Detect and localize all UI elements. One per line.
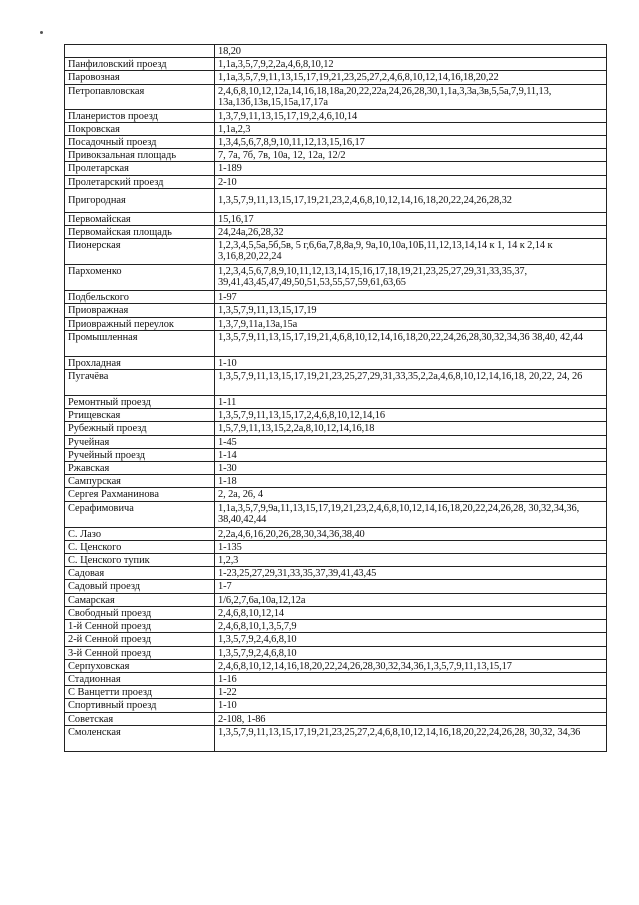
table-row	[65, 212, 607, 225]
street-name-cell: Советская	[65, 712, 215, 725]
house-numbers-cell: 1,3,5,7,9,11,13,15,17,19,21,23,25,27,2,4,6,8,10,12,14,16,18,20,22,24,26,28, 30,32, 34,36	[215, 725, 607, 751]
house-numbers-cell: 1,3,7,9,11а,13а,15а	[215, 317, 607, 330]
street-name-cell: Ручейная	[65, 435, 215, 448]
street-name-cell: Планеристов проезд	[65, 109, 215, 122]
table-row	[65, 527, 607, 540]
table-row	[65, 71, 607, 84]
house-numbers-cell: 1-23,25,27,29,31,33,35,37,39,41,43,45	[215, 567, 607, 580]
street-name-cell: Пролетарский проезд	[65, 175, 215, 188]
street-name-cell: Рубежный проезд	[65, 422, 215, 435]
house-numbers-cell: 1,2,3	[215, 554, 607, 567]
street-name-cell: Первомайская площадь	[65, 226, 215, 239]
street-name-cell: Ртищевская	[65, 409, 215, 422]
house-numbers-cell: 1-14	[215, 448, 607, 461]
street-name-cell: Приовражная	[65, 304, 215, 317]
table-row	[65, 162, 607, 175]
street-name-cell: С. Ценского	[65, 540, 215, 553]
house-numbers-cell: 1,2,3,4,5,5а,5б,5в, 5 г,6,6а,7,8,8а,9, 9а,10,10а,10Б,11,12,13,14,14 к 1, 14 к 2,14 к 3,16,8,20,22,24	[215, 239, 607, 265]
street-name-cell: Ремонтный проезд	[65, 396, 215, 409]
house-numbers-cell: 1-10	[215, 356, 607, 369]
table-row	[65, 370, 607, 396]
table-row	[65, 448, 607, 461]
street-name-cell: 3-й Сенной проезд	[65, 646, 215, 659]
table-row	[65, 672, 607, 685]
house-numbers-cell: 1-189	[215, 162, 607, 175]
house-numbers-cell: 1,5,7,9,11,13,15,2,2а,8,10,12,14,16,18	[215, 422, 607, 435]
table-row	[65, 188, 607, 212]
house-numbers-cell: 1-16	[215, 672, 607, 685]
house-numbers-cell: 1,1а,2,3	[215, 122, 607, 135]
table-row	[65, 396, 607, 409]
house-numbers-cell: 1,3,5,7,9,2,4,6,8,10	[215, 646, 607, 659]
street-name-cell: Посадочный проезд	[65, 136, 215, 149]
street-name-cell: Садовая	[65, 567, 215, 580]
street-name-cell: Садовый проезд	[65, 580, 215, 593]
table-row	[65, 580, 607, 593]
table-row	[65, 686, 607, 699]
street-name-cell: Ручейный проезд	[65, 448, 215, 461]
table-row	[65, 462, 607, 475]
house-numbers-cell: 1,2,3,4,5,6,7,8,9,10,11,12,13,14,15,16,17,18,19,21,23,25,27,29,31,33,35,37, 39,41,43,45,47,49,50,51,53,55,57,59,61,63,65	[215, 265, 607, 291]
street-name-cell: Промышленная	[65, 330, 215, 356]
street-name-cell: Серпуховская	[65, 659, 215, 672]
table-row	[65, 435, 607, 448]
table-row	[65, 265, 607, 291]
house-numbers-cell: 1/6,2,7,6а,10а,12,12а	[215, 593, 607, 606]
street-name-cell: 2-й Сенной проезд	[65, 633, 215, 646]
street-name-cell: Привокзальная площадь	[65, 149, 215, 162]
street-name-cell: Смоленская	[65, 725, 215, 751]
house-numbers-cell: 24,24а,26,28,32	[215, 226, 607, 239]
house-numbers-cell: 2-108, 1-86	[215, 712, 607, 725]
table-row	[65, 501, 607, 527]
street-name-cell: Пригородная	[65, 188, 215, 212]
table-row	[65, 422, 607, 435]
table-row	[65, 725, 607, 751]
house-numbers-cell: 1,1а,3,5,7,9,11,13,15,17,19,21,23,25,27,2,4,6,8,10,12,14,16,18,20,22	[215, 71, 607, 84]
house-numbers-cell: 2,4,6,8,10,12,14	[215, 606, 607, 619]
table-row	[65, 175, 607, 188]
house-numbers-cell: 1-11	[215, 396, 607, 409]
house-numbers-cell: 2,4,6,8,10,12,14,16,18,20,22,24,26,28,30,32,34,36,1,3,5,7,9,11,13,15,17	[215, 659, 607, 672]
table-row	[65, 109, 607, 122]
table-row	[65, 45, 607, 58]
street-name-cell: Паровозная	[65, 71, 215, 84]
house-numbers-cell: 1-18	[215, 475, 607, 488]
table-row	[65, 593, 607, 606]
street-name-cell: Петропавловская	[65, 84, 215, 109]
street-name-cell: Сампурская	[65, 475, 215, 488]
street-name-cell: Пугачёва	[65, 370, 215, 396]
house-numbers-cell: 1,3,5,7,9,11,13,15,17,19,21,23,2,4,6,8,10,12,14,16,18,20,22,24,26,28,32	[215, 188, 607, 212]
house-numbers-cell: 1,3,5,7,9,11,13,15,17,19,21,4,6,8,10,12,14,16,18,20,22,24,26,28,30,32,34,36 38,40, 42,44	[215, 330, 607, 356]
table-row	[65, 409, 607, 422]
street-name-cell: Приовражный переулок	[65, 317, 215, 330]
house-numbers-cell: 2,2а,4,6,16,20,26,28,30,34,36,38,40	[215, 527, 607, 540]
street-name-cell: Стадионная	[65, 672, 215, 685]
table-body	[65, 45, 607, 752]
scan-dot	[40, 31, 43, 34]
street-name-cell: Покровская	[65, 122, 215, 135]
table-row	[65, 554, 607, 567]
house-numbers-cell: 1,3,5,7,9,11,13,15,17,19	[215, 304, 607, 317]
street-name-cell: 1-й Сенной проезд	[65, 620, 215, 633]
street-name-cell: Серафимовича	[65, 501, 215, 527]
street-house-table	[64, 44, 607, 752]
street-name-cell: Пионерская	[65, 239, 215, 265]
table-row	[65, 356, 607, 369]
street-name-cell	[65, 45, 215, 58]
house-numbers-cell: 1-22	[215, 686, 607, 699]
street-table-container	[64, 44, 606, 752]
table-row	[65, 620, 607, 633]
house-numbers-cell: 2,4,6,8,10,12,12а,14,16,18,18а,20,22,22а,24,26,28,30,1,1а,3,3а,3в,5,5а,7,9,11,13, 13а,13б,13в,15,15а,17,17а	[215, 84, 607, 109]
table-row	[65, 304, 607, 317]
house-numbers-cell: 1,3,4,5,6,7,8,9,10,11,12,13,15,16,17	[215, 136, 607, 149]
street-name-cell: Ржавская	[65, 462, 215, 475]
table-row	[65, 606, 607, 619]
street-name-cell: Первомайская	[65, 212, 215, 225]
house-numbers-cell: 1,3,5,7,9,2,4,6,8,10	[215, 633, 607, 646]
street-name-cell: Пархоменко	[65, 265, 215, 291]
table-row	[65, 488, 607, 501]
table-row	[65, 239, 607, 265]
table-row	[65, 475, 607, 488]
house-numbers-cell: 18,20	[215, 45, 607, 58]
table-row	[65, 317, 607, 330]
table-row	[65, 122, 607, 135]
table-row	[65, 58, 607, 71]
table-row	[65, 291, 607, 304]
house-numbers-cell: 2-10	[215, 175, 607, 188]
house-numbers-cell: 7, 7а, 7б, 7в, 10а, 12, 12а, 12/2	[215, 149, 607, 162]
house-numbers-cell: 1,3,5,7,9,11,13,15,17,2,4,6,8,10,12,14,16	[215, 409, 607, 422]
street-name-cell: Подбельского	[65, 291, 215, 304]
house-numbers-cell: 1-30	[215, 462, 607, 475]
house-numbers-cell: 1,3,7,9,11,13,15,17,19,2,4,6,10,14	[215, 109, 607, 122]
street-name-cell: Спортивный проезд	[65, 699, 215, 712]
table-row	[65, 84, 607, 109]
street-name-cell: Свободный проезд	[65, 606, 215, 619]
street-name-cell: Прохладная	[65, 356, 215, 369]
house-numbers-cell: 1,3,5,7,9,11,13,15,17,19,21,23,25,27,29,31,33,35,2,2а,4,6,8,10,12,14,16,18, 20,22, 24, 26	[215, 370, 607, 396]
street-name-cell: Сергея Рахманинова	[65, 488, 215, 501]
house-numbers-cell: 1-45	[215, 435, 607, 448]
table-row	[65, 712, 607, 725]
house-numbers-cell: 15,16,17	[215, 212, 607, 225]
table-row	[65, 330, 607, 356]
table-row	[65, 567, 607, 580]
table-row	[65, 633, 607, 646]
house-numbers-cell: 1,1а,3,5,7,9,9а,11,13,15,17,19,21,23,2,4,6,8,10,12,14,16,18,20,22,24,26,28, 30,32,34,36, 38,40,42,44	[215, 501, 607, 527]
house-numbers-cell: 1,1а,3,5,7,9,2,2а,4,6,8,10,12	[215, 58, 607, 71]
street-name-cell: С. Лазо	[65, 527, 215, 540]
table-row	[65, 149, 607, 162]
street-name-cell: Самарская	[65, 593, 215, 606]
table-row	[65, 226, 607, 239]
house-numbers-cell: 1-7	[215, 580, 607, 593]
house-numbers-cell: 2,4,6,8,10,1,3,5,7,9	[215, 620, 607, 633]
table-row	[65, 646, 607, 659]
street-name-cell: С Ванцетти проезд	[65, 686, 215, 699]
table-row	[65, 540, 607, 553]
house-numbers-cell: 1-135	[215, 540, 607, 553]
house-numbers-cell: 1-97	[215, 291, 607, 304]
street-name-cell: С. Ценского тупик	[65, 554, 215, 567]
table-row	[65, 699, 607, 712]
street-name-cell: Пролетарская	[65, 162, 215, 175]
house-numbers-cell: 1-10	[215, 699, 607, 712]
house-numbers-cell: 2, 2а, 26, 4	[215, 488, 607, 501]
table-row	[65, 659, 607, 672]
street-name-cell: Панфиловский проезд	[65, 58, 215, 71]
table-row	[65, 136, 607, 149]
